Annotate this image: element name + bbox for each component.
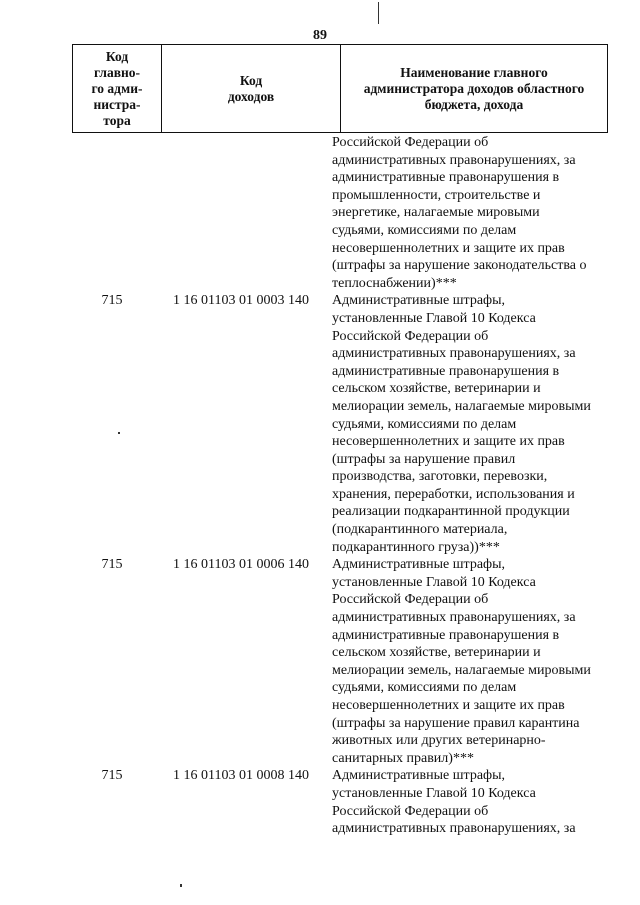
text-line: хранения, переработки, использования и — [332, 486, 575, 502]
income-name — [330, 134, 608, 292]
table-row — [72, 556, 608, 767]
text-line: несовершеннолетних и защите их прав — [332, 240, 565, 256]
text-line: административных правонарушениях, за — [332, 346, 576, 362]
text-line: реализации подкарантинной продукции — [332, 504, 570, 520]
header-admin-line: тора — [103, 112, 131, 128]
header-code-line: доходов — [227, 88, 275, 104]
header-admin-code — [73, 45, 162, 133]
page-number: 89 — [313, 28, 327, 43]
header-name — [341, 45, 608, 133]
table-row — [72, 292, 608, 556]
text-line: административные правонарушения в — [332, 627, 560, 643]
text-line: судьями, комиссиями по делам — [332, 680, 517, 696]
text-line: Административные штрафы, — [332, 557, 506, 573]
scan-mark-bottom — [180, 884, 182, 887]
text-line: сельском хозяйстве, ветеринарии и — [332, 381, 541, 397]
text-line: несовершеннолетних и защите их прав — [332, 434, 565, 450]
table-header — [72, 44, 608, 133]
admin-code: 715 — [101, 557, 123, 573]
table-row — [72, 767, 608, 837]
text-line: (штрафы за нарушение правил — [332, 451, 516, 467]
text-line: Российской Федерации об — [332, 328, 489, 344]
text-line: (штрафы за нарушение законодательства о — [332, 258, 587, 274]
text-line: установленные Главой 10 Кодекса — [332, 785, 536, 801]
text-line: энергетике, налагаемые мировыми — [332, 205, 540, 221]
text-line: (штрафы за нарушение правил карантина — [332, 715, 580, 731]
table-row — [72, 134, 608, 292]
text-line: мелиорации земель, налагаемые мировыми — [332, 662, 591, 678]
text-line: санитарных правил)*** — [332, 750, 474, 766]
text-line: несовершеннолетних и защите их прав — [332, 698, 565, 713]
income-name — [330, 556, 608, 767]
income-code: 1 16 01103 01 0008 140 — [173, 768, 309, 784]
header-admin-line: главно- — [93, 64, 141, 80]
text-line: (подкарантинного материала, — [332, 522, 508, 538]
income-code: 1 16 01103 01 0003 140 — [173, 293, 309, 309]
text-line: административные правонарушения в — [332, 363, 560, 379]
text-line: административные правонарушения в — [332, 170, 560, 186]
text-line: сельском хозяйстве, ветеринарии и — [332, 645, 541, 661]
text-line: Российской Федерации об — [332, 803, 489, 819]
text-line: производства, заготовки, перевозки, — [332, 469, 548, 485]
text-line: административных правонарушениях, за — [332, 610, 576, 626]
text-line: мелиорации земель, налагаемые мировыми — [332, 398, 591, 414]
scan-mark-top — [378, 2, 379, 24]
header-admin-line: нистра- — [93, 96, 141, 112]
header-name-line: администратора доходов областного — [363, 80, 585, 96]
header-admin-line: Код — [105, 48, 129, 64]
text-line: теплоснабжении)*** — [332, 275, 457, 291]
text-line: административных правонарушениях, за — [332, 821, 576, 837]
header-name-line: бюджета, дохода — [424, 96, 524, 112]
income-code: 1 16 01103 01 0006 140 — [173, 557, 309, 573]
text-line: установленные Главой 10 Кодекса — [332, 310, 536, 326]
income-name — [330, 767, 608, 837]
header-name-line: Наименование главного — [400, 64, 548, 80]
admin-code: 715 — [101, 293, 123, 309]
header-income-code — [162, 45, 341, 133]
text-line: Российской Федерации об — [332, 592, 489, 608]
income-name — [330, 292, 608, 556]
text-line: установленные Главой 10 Кодекса — [332, 574, 536, 590]
header-code-line: Код — [239, 72, 263, 88]
table-body — [72, 134, 608, 838]
text-line: промышленности, строительстве и — [332, 187, 541, 203]
text-line: административных правонарушениях, за — [332, 152, 576, 168]
header-admin-line: го адми- — [91, 80, 143, 96]
text-line: Административные штрафы, — [332, 293, 506, 309]
text-line: Административные штрафы, — [332, 768, 506, 784]
text-line: подкарантинного груза))*** — [332, 539, 500, 555]
text-line: Российской Федерации об — [332, 135, 489, 150]
admin-code: 715 — [101, 768, 123, 784]
text-line: животных или других ветеринарно- — [332, 733, 546, 749]
text-line: судьями, комиссиями по делам — [332, 416, 517, 432]
text-line: судьями, комиссиями по делам — [332, 222, 517, 238]
